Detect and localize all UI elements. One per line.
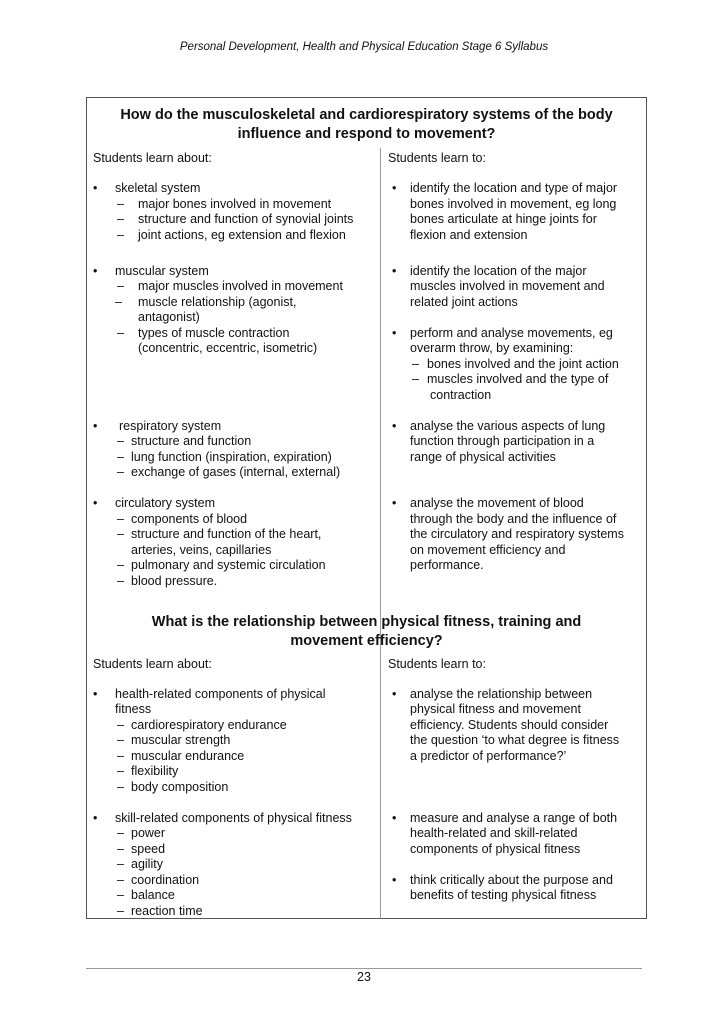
dash: – xyxy=(117,873,124,887)
outcome-line: benefits of testing physical fitness xyxy=(410,888,597,902)
section2-question-line2: movement efficiency? xyxy=(290,633,443,649)
topic-skeletal: skeletal system xyxy=(115,181,201,195)
dash: – xyxy=(117,857,124,871)
outcome-line: on movement efficiency and xyxy=(410,543,566,557)
bullet: • xyxy=(93,181,98,195)
dash: – xyxy=(117,512,124,526)
section2-left-heading: Students learn about: xyxy=(93,657,212,671)
outcome-line: perform and analyse movements, eg xyxy=(410,326,613,340)
dash: – xyxy=(117,842,124,856)
dash: – xyxy=(117,527,124,541)
outcome-line: the question ‘to what degree is fitness xyxy=(410,733,620,747)
dash: – xyxy=(117,888,124,902)
outcome-line: muscles involved and the type of xyxy=(427,372,609,386)
list-item-continued: arteries, veins, capillaries xyxy=(131,543,272,557)
outcome-line: contraction xyxy=(430,388,492,402)
list-item: muscle relationship (agonist, xyxy=(138,295,297,309)
outcome-line: performance. xyxy=(410,558,484,572)
bullet: • xyxy=(392,873,397,887)
section1-question-line2: influence and respond to movement? xyxy=(237,126,496,142)
list-item: components of blood xyxy=(131,512,248,526)
outcome-line: the circulatory and respiratory systems xyxy=(410,527,624,541)
outcome-line: related joint actions xyxy=(410,295,518,309)
outcome-line: measure and analyse a range of both xyxy=(410,811,618,825)
dash: – xyxy=(117,212,124,226)
section2-right-heading: Students learn to: xyxy=(388,657,486,671)
list-item-continued: antagonist) xyxy=(138,310,200,324)
section1-left-heading: Students learn about: xyxy=(93,151,212,165)
topic-respiratory: respiratory system xyxy=(119,419,222,433)
dash: – xyxy=(117,434,124,448)
section2-question-line1: What is the relationship between physical fitness, training and xyxy=(151,614,582,630)
outcome-line: muscles involved in movement and xyxy=(410,279,605,293)
outcome-line: through the body and the influence of xyxy=(410,512,617,526)
page-number: 23 xyxy=(357,970,371,984)
list-item: flexibility xyxy=(131,764,179,778)
bullet: • xyxy=(93,419,98,433)
list-item-continued: (concentric, eccentric, isometric) xyxy=(138,341,318,355)
footer-rule xyxy=(86,968,642,969)
topic-muscular: muscular system xyxy=(115,264,209,278)
dash: – xyxy=(117,228,124,242)
dash: – xyxy=(117,904,124,918)
outcome-line: physical fitness and movement xyxy=(410,702,581,716)
dash: – xyxy=(115,295,122,309)
dash: – xyxy=(117,780,124,794)
list-item: coordination xyxy=(131,873,200,887)
list-item: exchange of gases (internal, external) xyxy=(131,465,341,479)
outcome-line: bones involved in movement, eg long xyxy=(410,197,617,211)
list-item: cardiorespiratory endurance xyxy=(131,718,287,732)
outcome-line: think critically about the purpose and xyxy=(410,873,613,887)
list-item: major bones involved in movement xyxy=(138,197,332,211)
topic-continued: fitness xyxy=(115,702,152,716)
dash: – xyxy=(117,718,124,732)
list-item: power xyxy=(131,826,166,840)
outcome-line: efficiency. Students should consider xyxy=(410,718,609,732)
dash: – xyxy=(412,372,419,386)
outcome-line: overarm throw, by examining: xyxy=(410,341,574,355)
dash: – xyxy=(117,826,124,840)
list-item: body composition xyxy=(131,780,229,794)
bullet: • xyxy=(392,687,397,701)
list-item: structure and function of the heart, xyxy=(131,527,322,541)
topic-skill-related: skill-related components of physical fitness xyxy=(115,811,352,825)
dash: – xyxy=(117,465,124,479)
dash: – xyxy=(117,574,124,588)
list-item: structure and function of synovial joints xyxy=(138,212,354,226)
bullet: • xyxy=(392,496,397,510)
list-item: pulmonary and systemic circulation xyxy=(131,558,326,572)
bullet: • xyxy=(93,496,98,510)
bullet: • xyxy=(392,264,397,278)
list-item: joint actions, eg extension and flexion xyxy=(138,228,346,242)
list-item: muscular strength xyxy=(131,733,231,747)
bullet: • xyxy=(93,264,98,278)
dash: – xyxy=(117,197,124,211)
list-item: blood pressure. xyxy=(131,574,218,588)
dash: – xyxy=(117,558,124,572)
dash: – xyxy=(117,764,124,778)
list-item: agility xyxy=(131,857,163,871)
list-item: reaction time xyxy=(131,904,203,918)
outcome-line: a predictor of performance?’ xyxy=(410,749,567,763)
outcome-line: range of physical activities xyxy=(410,450,556,464)
list-item: muscular endurance xyxy=(131,749,245,763)
outcome-line: bones involved and the joint action xyxy=(427,357,619,371)
column-divider xyxy=(380,148,381,919)
list-item: speed xyxy=(131,842,166,856)
topic-circulatory: circulatory system xyxy=(115,496,216,510)
dash: – xyxy=(117,749,124,763)
bullet: • xyxy=(392,181,397,195)
outcome-line: bones articulate at hinge joints for xyxy=(410,212,597,226)
dash: – xyxy=(117,326,124,340)
outcome-line: function through participation in a xyxy=(410,434,595,448)
list-item: major muscles involved in movement xyxy=(138,279,343,293)
bullet: • xyxy=(93,687,98,701)
section1-question-line1: How do the musculoskeletal and cardiorespiratory systems of the body xyxy=(120,107,613,123)
section1-right-heading: Students learn to: xyxy=(388,151,486,165)
dash: – xyxy=(117,733,124,747)
bullet: • xyxy=(392,811,397,825)
dash: – xyxy=(117,450,124,464)
outcome-line: analyse the relationship between xyxy=(410,687,593,701)
outcome-line: components of physical fitness xyxy=(410,842,581,856)
outcome-line: flexion and extension xyxy=(410,228,528,242)
bullet: • xyxy=(392,419,397,433)
bullet: • xyxy=(392,326,397,340)
outcome-line: identify the location and type of major xyxy=(410,181,618,195)
bullet: • xyxy=(93,811,98,825)
dash: – xyxy=(117,279,124,293)
outcome-line: health-related and skill-related xyxy=(410,826,578,840)
list-item: balance xyxy=(131,888,175,902)
running-header: Personal Development, Health and Physical Education Stage 6 Syllabus xyxy=(179,41,549,53)
topic-health-related: health-related components of physical xyxy=(115,687,326,701)
outcome-line: identify the location of the major xyxy=(410,264,587,278)
dash: – xyxy=(412,357,419,371)
list-item: types of muscle contraction xyxy=(138,326,290,340)
outcome-line: analyse the movement of blood xyxy=(410,496,584,510)
outcome-line: analyse the various aspects of lung xyxy=(410,419,606,433)
list-item: structure and function xyxy=(131,434,252,448)
list-item: lung function (inspiration, expiration) xyxy=(131,450,332,464)
